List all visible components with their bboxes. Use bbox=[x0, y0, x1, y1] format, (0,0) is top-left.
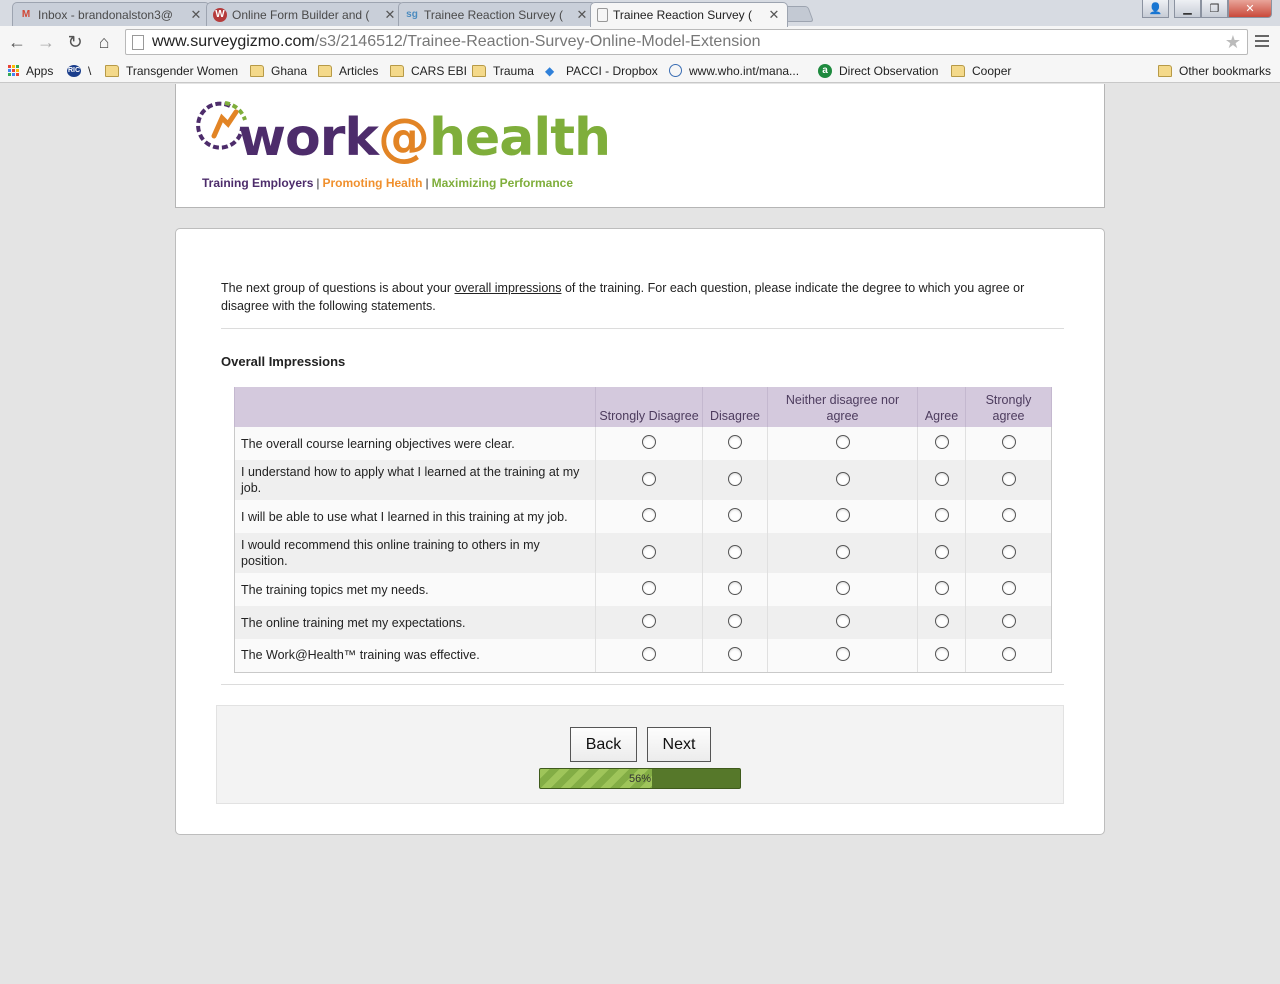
bookmark-transgender-women[interactable] bbox=[105, 62, 238, 79]
column-header: Neither disagree nor agree bbox=[768, 387, 918, 427]
logo bbox=[238, 108, 611, 168]
folder-icon bbox=[318, 65, 332, 77]
bookmark-label: Articles bbox=[339, 63, 379, 78]
column-header: Agree bbox=[918, 387, 966, 427]
bookmark-trauma[interactable] bbox=[472, 62, 534, 79]
page-icon bbox=[132, 35, 144, 50]
progress-bar bbox=[539, 768, 741, 789]
survey-card bbox=[175, 228, 1105, 835]
radio-strongly-disagree[interactable] bbox=[642, 614, 656, 628]
who-icon bbox=[669, 64, 682, 77]
tab-survey-active[interactable] bbox=[590, 2, 788, 27]
bookmark-label: Transgender Women bbox=[126, 63, 239, 78]
radio-agree[interactable] bbox=[935, 647, 949, 661]
radio-disagree[interactable] bbox=[728, 545, 742, 559]
question-text: I would recommend this online training to others in my position. bbox=[235, 533, 596, 573]
table-header-blank bbox=[235, 387, 596, 427]
bookmark-apps[interactable] bbox=[8, 62, 53, 79]
section-title: Overall Impressions bbox=[221, 354, 346, 369]
url-path: /s3/2146512/Trainee-Reaction-Survey-Online-Model-Extension bbox=[314, 33, 761, 50]
close-window-button[interactable]: ✕ bbox=[1228, 0, 1272, 18]
tagline-performance: Maximizing Performance bbox=[431, 176, 574, 190]
browser-toolbar bbox=[0, 26, 1280, 58]
tagline-separator: | bbox=[316, 176, 320, 190]
tagline-separator: | bbox=[425, 176, 429, 190]
survey-header bbox=[175, 84, 1105, 208]
user-icon[interactable]: 👤 bbox=[1142, 0, 1169, 18]
question-text: I will be able to use what I learned in this training at my job. bbox=[235, 500, 596, 533]
gmail-icon: M bbox=[21, 9, 31, 20]
radio-neither[interactable] bbox=[836, 581, 850, 595]
bookmark-ric[interactable] bbox=[67, 62, 91, 79]
folder-icon bbox=[390, 65, 404, 77]
tagline-health: Promoting Health bbox=[322, 176, 423, 190]
page-icon bbox=[597, 8, 608, 22]
radio-strongly-disagree[interactable] bbox=[642, 647, 656, 661]
radio-disagree[interactable] bbox=[728, 472, 742, 486]
tagline-training: Training Employers bbox=[202, 176, 314, 190]
bookmark-direct-observation[interactable] bbox=[818, 62, 938, 79]
question-text: The training topics met my needs. bbox=[235, 573, 596, 606]
wufoo-icon: W bbox=[213, 8, 227, 22]
radio-neither[interactable] bbox=[836, 647, 850, 661]
likert-table bbox=[234, 387, 1052, 673]
star-icon[interactable]: ★ bbox=[1224, 32, 1241, 52]
apps-grid-icon bbox=[8, 65, 19, 76]
radio-strongly-agree[interactable] bbox=[1002, 647, 1016, 661]
radio-strongly-disagree[interactable] bbox=[642, 545, 656, 559]
restore-button[interactable]: ❐ bbox=[1201, 0, 1228, 18]
minimize-button[interactable]: ▁ bbox=[1174, 0, 1201, 18]
forward-arrow-icon[interactable]: → bbox=[37, 31, 55, 52]
radio-neither[interactable] bbox=[836, 435, 850, 449]
divider bbox=[221, 328, 1064, 329]
bookmark-label: Other bookmarks bbox=[1179, 63, 1272, 78]
bookmark-other[interactable] bbox=[1158, 62, 1271, 79]
tab-title: Trainee Reaction Survey ( bbox=[424, 7, 563, 22]
close-icon[interactable]: ✕ bbox=[576, 6, 588, 22]
bookmark-label: \ bbox=[88, 63, 92, 78]
table-row bbox=[235, 533, 1052, 573]
divider bbox=[221, 684, 1064, 685]
radio-agree[interactable] bbox=[935, 435, 949, 449]
intro-emphasis: overall impressions bbox=[454, 281, 562, 295]
radio-agree[interactable] bbox=[935, 508, 949, 522]
ric-icon: RIC bbox=[67, 65, 81, 77]
radio-agree[interactable] bbox=[935, 545, 949, 559]
logo-word-health: health bbox=[429, 108, 611, 168]
table-header-row bbox=[235, 387, 1052, 427]
tagline bbox=[202, 176, 573, 190]
folder-icon bbox=[105, 65, 119, 77]
radio-strongly-disagree[interactable] bbox=[642, 472, 656, 486]
radio-agree[interactable] bbox=[935, 581, 949, 595]
question-text: I understand how to apply what I learned at the training at my job. bbox=[235, 460, 596, 500]
bookmark-label: Direct Observation bbox=[839, 63, 939, 78]
radio-strongly-disagree[interactable] bbox=[642, 508, 656, 522]
url-host: www.surveygizmo.com bbox=[152, 33, 315, 50]
bookmarks-bar bbox=[0, 58, 1280, 83]
tab-form-builder[interactable] bbox=[206, 2, 404, 26]
bookmark-ghana[interactable] bbox=[250, 62, 307, 79]
bookmark-pacci-dropbox[interactable] bbox=[545, 62, 658, 79]
radio-disagree[interactable] bbox=[728, 581, 742, 595]
progress-label: 56% bbox=[628, 772, 652, 785]
radio-strongly-agree[interactable] bbox=[1002, 472, 1016, 486]
logo-word-work: work bbox=[238, 108, 378, 168]
column-header: Strongly Disagree bbox=[596, 387, 703, 427]
table-row bbox=[235, 427, 1052, 460]
table-row bbox=[235, 500, 1052, 533]
radio-strongly-agree[interactable] bbox=[1002, 435, 1016, 449]
column-header: Strongly agree bbox=[966, 387, 1052, 427]
radio-strongly-disagree[interactable] bbox=[642, 435, 656, 449]
back-arrow-icon[interactable]: ← bbox=[8, 31, 26, 52]
bookmark-label: Ghana bbox=[271, 63, 308, 78]
radio-disagree[interactable] bbox=[728, 647, 742, 661]
table-row bbox=[235, 460, 1052, 500]
radio-agree[interactable] bbox=[935, 614, 949, 628]
bookmark-label: Trauma bbox=[493, 63, 534, 78]
address-bar[interactable] bbox=[125, 29, 1248, 55]
tab-survey-1[interactable] bbox=[398, 2, 596, 26]
bookmark-label: Apps bbox=[26, 63, 54, 78]
tab-title: Inbox - brandonalston3@ bbox=[38, 7, 173, 22]
close-icon[interactable]: ✕ bbox=[190, 6, 202, 22]
home-icon[interactable]: ⌂ bbox=[98, 31, 110, 52]
next-button[interactable]: Next bbox=[647, 727, 711, 762]
radio-neither[interactable] bbox=[836, 614, 850, 628]
tab-title: Trainee Reaction Survey ( bbox=[613, 8, 752, 22]
bookmark-label: www.who.int/mana... bbox=[689, 63, 800, 78]
bookmark-cars-ebi[interactable] bbox=[390, 62, 467, 79]
close-icon[interactable]: ✕ bbox=[384, 6, 396, 22]
folder-icon bbox=[250, 65, 264, 77]
question-text: The overall course learning objectives were clear. bbox=[235, 427, 596, 460]
folder-icon bbox=[472, 65, 486, 77]
table-row bbox=[235, 573, 1052, 606]
bookmark-label: Cooper bbox=[972, 63, 1012, 78]
radio-strongly-agree[interactable] bbox=[1002, 614, 1016, 628]
question-text: The online training met my expectations. bbox=[235, 606, 596, 639]
radio-agree[interactable] bbox=[935, 472, 949, 486]
radio-disagree[interactable] bbox=[728, 435, 742, 449]
close-icon[interactable]: ✕ bbox=[768, 7, 780, 22]
radio-strongly-agree[interactable] bbox=[1002, 581, 1016, 595]
radio-neither[interactable] bbox=[836, 508, 850, 522]
green-a-icon: a bbox=[818, 64, 832, 78]
tab-strip bbox=[0, 0, 1280, 26]
bookmark-cooper[interactable] bbox=[951, 62, 1011, 79]
bookmark-who[interactable] bbox=[669, 62, 799, 79]
menu-icon[interactable] bbox=[1255, 35, 1269, 50]
question-text: The Work@Health™ training was effective. bbox=[235, 639, 596, 672]
table-row bbox=[235, 639, 1052, 672]
bookmark-label: PACCI - Dropbox bbox=[566, 63, 658, 78]
surveygizmo-icon: sg bbox=[406, 9, 418, 20]
radio-neither[interactable] bbox=[836, 545, 850, 559]
reload-icon[interactable]: ↻ bbox=[67, 31, 83, 52]
column-header: Disagree bbox=[703, 387, 768, 427]
radio-strongly-agree[interactable] bbox=[1002, 545, 1016, 559]
tab-title: Online Form Builder and ( bbox=[232, 7, 370, 22]
bookmark-articles[interactable] bbox=[318, 62, 378, 79]
folder-icon bbox=[1158, 65, 1172, 77]
logo-at: @ bbox=[378, 108, 429, 168]
bookmark-label: CARS EBI bbox=[411, 63, 468, 78]
survey-footer bbox=[216, 705, 1064, 804]
radio-strongly-disagree[interactable] bbox=[642, 581, 656, 595]
radio-disagree[interactable] bbox=[728, 508, 742, 522]
folder-icon bbox=[951, 65, 965, 77]
back-button[interactable]: Back bbox=[570, 727, 637, 762]
tab-inbox[interactable] bbox=[12, 2, 210, 26]
intro-text: The next group of questions is about your overall impressions of the training. For each question, please indicate the degree to which you agree or disagree with the following statements. bbox=[221, 281, 1025, 313]
radio-disagree[interactable] bbox=[728, 614, 742, 628]
dropbox-icon: ◆ bbox=[545, 63, 555, 78]
radio-strongly-agree[interactable] bbox=[1002, 508, 1016, 522]
radio-neither[interactable] bbox=[836, 472, 850, 486]
table-row bbox=[235, 606, 1052, 639]
